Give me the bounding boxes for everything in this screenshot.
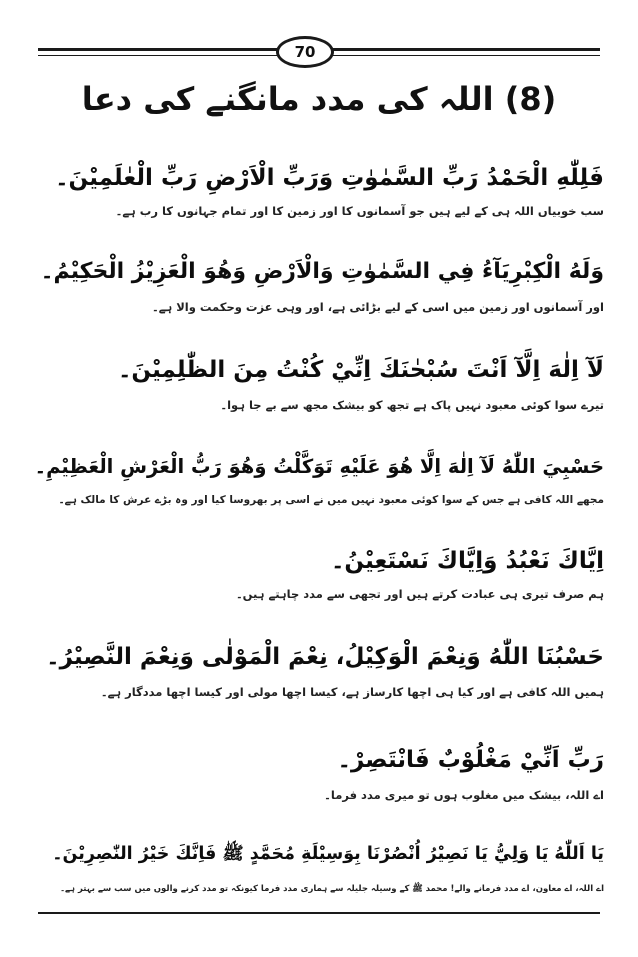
dua-section-2 (34, 252, 604, 316)
urdu-translation: اور آسمانوں اور زمین میں اسی کے لیے بڑائی ہے، اور وہی عزت وحکمت والا ہے۔ (152, 300, 604, 314)
urdu-translation: سب خوبیاں اللہ ہی کے لیے ہیں جو آسمانوں کا اور زمین کا اور تمام جہانوں کا رب ہے۔ (115, 204, 604, 218)
arabic-verse: فَلِلّٰهِ الْحَمْدُ رَبِّ السَّمٰوٰتِ وَرَبِّ الْاَرْضِ رَبِّ الْعٰلَمِيْنَ۔ (55, 165, 604, 191)
urdu-translation: مجھے اللہ کافی ہے جس کے سوا کوئی معبود نہیں میں نے اسی پر بھروسا کیا اور وہ بڑے عرش کا مالک ہے۔ (58, 494, 604, 506)
arabic-verse: اِيَّاكَ نَعْبُدُ وَاِيَّاكَ نَسْتَعِيْنُ۔ (330, 548, 604, 574)
arabic-verse: وَلَهُ الْكِبْرِيَآءُ فِي السَّمٰوٰتِ وَالْاَرْضِ وَهُوَ الْعَزِيْزُ الْحَكِيْمُ۔ (40, 259, 604, 284)
footer-rule (38, 912, 600, 914)
urdu-translation: ہمیں اللہ کافی ہے اور کیا ہی اچھا کارساز ہے، کیسا اچھا مولی اور کیسا اچھا مددگار ہے۔ (100, 685, 604, 699)
dua-section-5 (34, 541, 604, 603)
urdu-translation: ہم صرف تیری ہی عبادت کرتے ہیں اور تجھی سے مدد چاہتے ہیں۔ (235, 587, 604, 601)
dua-section-8 (34, 834, 604, 898)
arabic-verse: حَسْبُنَا اللّٰهُ وَنِعْمَ الْوَكِيْلُ، نِعْمَ الْمَوْلٰى وَنِعْمَ النَّصِيْرُ۔ (46, 644, 604, 670)
dua-section-6 (34, 637, 604, 701)
page-number: 70 (276, 36, 334, 68)
dua-section-4 (34, 447, 604, 509)
dua-section-1 (34, 158, 604, 220)
urdu-translation: اے اللہ، بیشک میں مغلوب ہوں تو میری مدد فرما۔ (324, 788, 604, 802)
arabic-verse: رَبِّ اَنِّيْ مَغْلُوْبٌ فَانْتَصِرْ۔ (337, 747, 604, 773)
arabic-verse: لَآ اِلٰهَ اِلَّآ اَنْتَ سُبْحٰنَكَ اِنِّيْ كُنْتُ مِنَ الظّٰلِمِيْنَ۔ (117, 357, 604, 383)
urdu-translation: تیرے سوا کوئی معبود نہیں پاک ہے تجھ کو بیشک مجھ سے بے جا ہوا۔ (220, 398, 604, 412)
dua-section-3 (34, 350, 604, 414)
dua-section-7 (34, 740, 604, 804)
arabic-verse: يَا اَللّٰهُ يَا وَلِيُّ يَا نَصِيْرُ اُنْصُرْنَا بِوَسِيْلَةِ مُحَمَّدٍ ﷺ فَاِنَّكَ خَيْرُ النّٰصِرِيْنَ۔ (52, 844, 604, 864)
urdu-translation: اے اللہ، اے معاون، اے مدد فرمانے والے! محمد ﷺ کے وسیلہ جلیلہ سے ہماری مدد فرما کیونکہ تو مدد کرنے والوں میں سب سے بہتر ہے۔ (60, 884, 604, 894)
page-title: (8) اللہ کی مدد مانگنے کی دعا (81, 80, 557, 118)
arabic-verse: حَسْبِيَ اللّٰهُ لَآ اِلٰهَ اِلَّا هُوَ عَلَيْهِ تَوَكَّلْتُ وَهُوَ رَبُّ الْعَرْشِ الْعَظِيْمِ۔ (34, 455, 604, 478)
